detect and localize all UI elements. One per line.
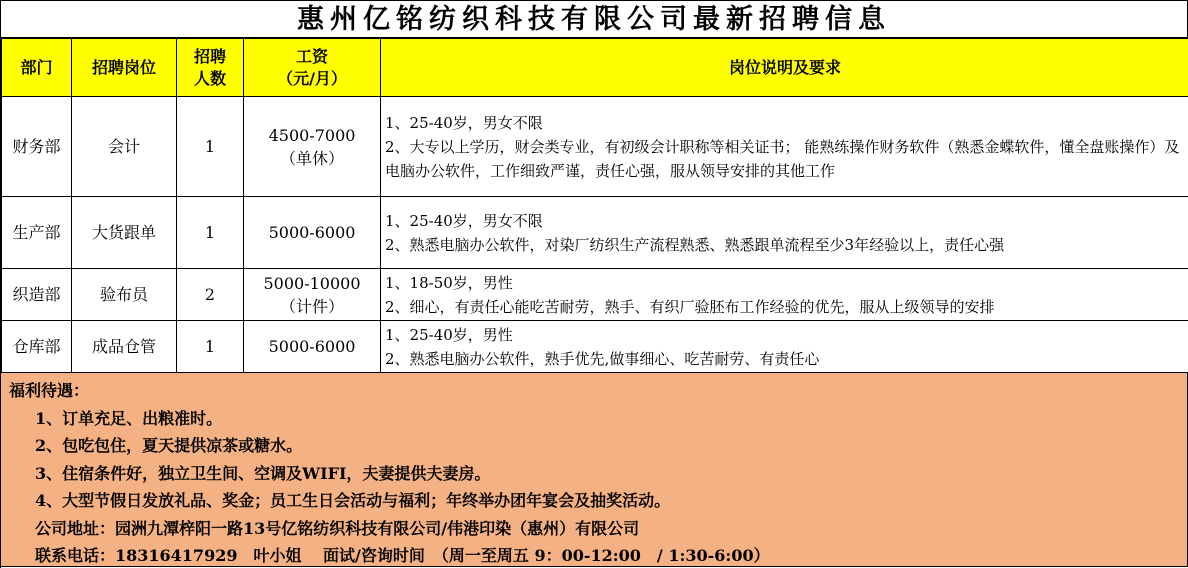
row-dept: 织造部 [2,269,72,321]
row-dept: 仓库部 [2,321,72,373]
row-position: 成品仓管 [72,321,177,373]
row-count: 1 [177,197,244,269]
row-salary-line2: （单休） [279,148,344,168]
benefits-section [1,373,1188,567]
header-salary-line2: （元/月） [277,68,347,88]
row-requirements [381,97,1188,197]
header-count [177,39,244,97]
header-salary-line1: 工资 [295,46,328,66]
requirement-line: 1、25-40岁，男性 [385,325,513,344]
row-salary [244,269,381,321]
benefit-item: 1、订单充足、出粮准时。 [35,408,223,428]
company-address: 公司地址：园洲九潭梓阳一路13号亿铭纺织科技有限公司/伟港印染（惠州）有限公司 [35,518,640,538]
row-requirements [381,321,1188,373]
requirement-line: 2、细心，有责任心能吃苦耐劳，熟手、有织厂验胚布工作经验的优先，服从上级领导的安排 [385,297,995,316]
requirement-line: 2、大专以上学历，财会类专业，有初级会计职称等相关证书； 能熟练操作财务软件（熟悉金蝶软件，懂全盘账操作）及电脑办公软件，工作细致严谨，责任心强，服从领导安排的其他工作 [385,137,1180,180]
job-table [1,38,1188,373]
row-salary-line1: 4500-7000 [268,125,356,145]
row-count: 1 [177,321,244,373]
row-requirements [381,197,1188,269]
page-title: 惠州亿铭纺织科技有限公司最新招聘信息 [1,0,1188,38]
requirement-line: 1、25-40岁，男女不限 [385,211,543,230]
contact-info: 联系电话：18316417929 叶小姐 面试/咨询时间 （周一至周五 9：00-12:00 / 1:30-6:00） [35,546,770,565]
row-salary [244,97,381,197]
requirement-line: 2、熟悉电脑办公软件，对染厂纺织生产流程熟悉、熟悉跟单流程至少3年经验以上，责任心强 [385,235,1005,254]
header-count-line1: 招聘 [193,46,226,66]
table-row [2,197,1188,269]
header-count-line2: 人数 [193,68,226,88]
row-salary [244,197,381,269]
header-requirements: 岗位说明及要求 [381,39,1188,97]
row-position: 验布员 [72,269,177,321]
requirement-line: 2、熟悉电脑办公软件，熟手优先,做事细心、吃苦耐劳、有责任心 [385,349,820,368]
row-salary-line1: 5000-10000 [263,273,361,293]
row-position: 大货跟单 [72,197,177,269]
row-salary-line1: 5000-6000 [268,223,356,242]
benefit-item: 2、包吃包住，夏天提供凉茶或糖水。 [35,436,303,455]
row-position: 会计 [72,97,177,197]
table-row [2,269,1188,321]
header-position: 招聘岗位 [72,39,177,97]
row-dept: 生产部 [2,197,72,269]
header-salary [244,39,381,97]
benefit-item: 4、大型节假日发放礼品、奖金；员工生日会活动与福利；年终举办团年宴会及抽奖活动。 [35,491,671,510]
row-salary [244,321,381,373]
row-count: 1 [177,97,244,197]
table-row [2,321,1188,373]
table-row [2,97,1188,197]
row-count: 2 [177,269,244,321]
row-salary-line1: 5000-6000 [268,337,356,356]
row-dept: 财务部 [2,97,72,197]
benefit-item: 3、住宿条件好，独立卫生间、空调及WIFI，夫妻提供夫妻房。 [35,463,491,483]
requirement-line: 1、18-50岁，男性 [385,273,513,292]
benefits-heading: 福利待遇： [9,381,90,400]
requirement-line: 1、25-40岁，男女不限 [385,113,543,132]
row-salary-line2: （计件） [279,296,344,316]
table-header-row [2,39,1188,97]
header-dept: 部门 [2,39,72,97]
row-requirements [381,269,1188,321]
